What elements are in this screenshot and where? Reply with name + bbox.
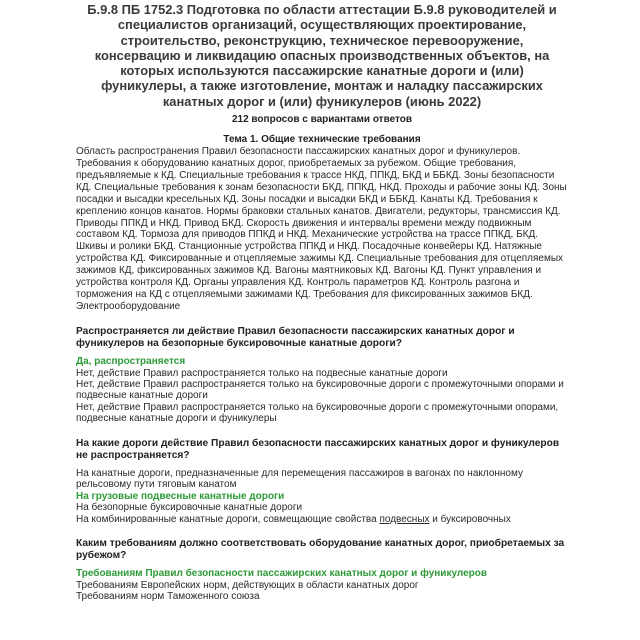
answer-text-underlined: подвесных	[379, 513, 430, 525]
answer-option: Требованиям Европейских норм, действующих в области канатных дорог	[76, 579, 419, 591]
question-block	[76, 438, 568, 525]
document-title: Б.9.8 ПБ 1752.3 Подготовка по области аттестации Б.9.8 руководителей и специалистов организаций, осуществляющих проектирование, строительство, реконструкцию, техническое перевооружение, консервацию и ликвидацию опасных производственных объектов, на которых используются пассажирские канатные дороги и (или) фуникулеры, а также изготовление, монтаж и наладку пассажирских канатных дорог и (или) фуникулеров (июнь 2022)	[87, 2, 557, 109]
answer-option-correct: На грузовые подвесные канатные дороги	[76, 490, 285, 502]
topic-title: Тема 1. Общие технические требования	[223, 134, 421, 146]
answer-option: На канатные дороги, предназначенные для перемещения пассажиров в вагонах по наклонному рельсовому пути тяговым канатом	[76, 468, 523, 491]
document-page	[76, 0, 568, 640]
answer-option: На безопорные буксировочные канатные дороги	[76, 502, 303, 514]
answer-option: Требованиям норм Таможенного союза	[76, 591, 260, 603]
question-text: Распространяется ли действие Правил безопасности пассажирских канатных дорог и фуникулеров на безопорные буксировочные канатные дороги?	[76, 325, 515, 349]
document-subtitle: 212 вопросов с вариантами ответов	[231, 114, 413, 126]
answer-option: Нет, действие Правил распространяется только на буксировочные дороги с промежуточными опорами и подвесные канатные дороги	[76, 378, 564, 402]
question-block	[76, 538, 568, 603]
answer-text-part: На комбинированные канатные дороги, совмещающие свойства	[76, 513, 380, 525]
question-text: Каким требованиям должно соответствовать оборудование канатных дорог, приобретаемых за рубежом?	[76, 538, 565, 562]
question-text: На какие дороги действие Правил безопасности пассажирских канатных дорог и фуникулеров не распространяется?	[76, 437, 560, 461]
answer-option-correct: Да, распространяется	[76, 356, 186, 368]
answer-option: Нет, действие Правил распространяется только на подвесные канатные дороги	[76, 367, 448, 379]
topic-scope-text: Область распространения Правил безопасности пассажирских канатных дорог и фуникулеров. Требования к оборудованию канатных дорог, приобретаемых за рубежом. Общие требования, предъявляемые к КД. Специальные требования к трассе НКД, ППКД, БКД и ББКД. Зоны безопасности КД. Специальные требования к зонам безопасности БКД, ППКД, НКД. Проходы и рабочие зоны КД. Зоны посадки и высадки кресельных КД. Зоны посадки и высадки БКД и ББКД. Канаты КД. Требования к креплению концов канатов. Нормы браковки стальных канатов. Двигатели, редукторы, трансмиссия КД. Приводы ППКД и НКД. Привод БКД. Скорость движения и интервалы времени между подвижным составом КД. Тормоза для приводов ППКД и НКД. Механические устройства на трассе ППКД, БКД. Шкивы и ролики БКД. Станционные устройства ППКД и НКД. Посадочные конвейеры КД. Натяжные устройства КД. Фиксированные и отцепляемые зажимы КД. Специальные требования для отцепляемых зажимов КД, фиксированных зажимов КД. Вагоны маятниковых КД. Вагоны КД. Пункт управления и устройства контроля КД. Органы управления КД. Контроль параметров КД. Контроль разгона и торможения на КД с отцепляемыми зажимами КД. Требования для фиксированных зажимов БКД. Электрооборудование	[76, 146, 567, 312]
answer-list	[76, 568, 568, 602]
answer-list	[76, 468, 568, 525]
answer-option-correct: Требованиям Правил безопасности пассажирских канатных дорог и фуникулеров	[76, 568, 488, 580]
answer-option	[76, 514, 568, 525]
answer-list	[76, 356, 568, 424]
question-block	[76, 326, 568, 425]
answer-text-part: и буксировочных	[429, 513, 511, 525]
answer-option: Нет, действие Правил распространяется только на буксировочные дороги с промежуточными опорами, подвесные канатные дороги и фуникулеры	[76, 401, 559, 425]
